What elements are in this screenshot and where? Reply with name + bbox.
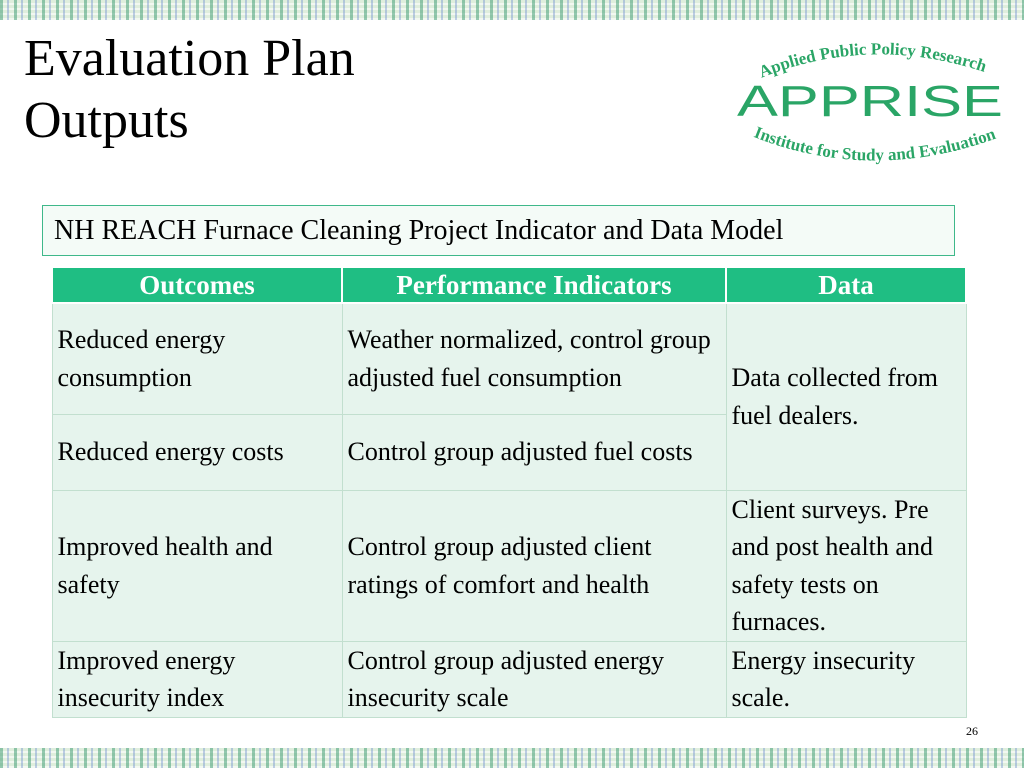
table-header-row xyxy=(52,267,966,303)
data-cell: Data collected from fuel dealers. xyxy=(726,303,966,490)
logo-bottom-text: Institute for Study and Evaluation xyxy=(751,122,998,165)
data-cell: Client surveys. Pre and post health and safety tests on furnaces. xyxy=(726,490,966,641)
indicator-cell: Control group adjusted fuel costs xyxy=(342,414,726,490)
header-outcomes: Outcomes xyxy=(52,267,342,303)
indicator-cell: Control group adjusted client ratings of comfort and health xyxy=(342,490,726,641)
outcome-cell: Improved energy insecurity index xyxy=(52,641,342,717)
top-decorative-band xyxy=(0,0,1024,20)
apprise-logo xyxy=(728,30,1012,180)
logo-top-text: Applied Public Policy Research xyxy=(756,39,989,82)
indicator-cell: Control group adjusted energy insecurity scale xyxy=(342,641,726,717)
logo-name: APPRISE xyxy=(737,77,1003,126)
page-number: 26 xyxy=(966,724,978,738)
outcome-cell: Reduced energy costs xyxy=(52,414,342,490)
slide-title: Evaluation Plan Outputs xyxy=(24,30,355,149)
header-data: Data xyxy=(726,267,966,303)
indicator-data-table xyxy=(51,266,967,718)
table-row xyxy=(52,641,966,717)
table-row xyxy=(52,490,966,641)
table-caption: NH REACH Furnace Cleaning Project Indicator and Data Model xyxy=(42,205,955,256)
data-cell: Energy insecurity scale. xyxy=(726,641,966,717)
header-performance-indicators: Performance Indicators xyxy=(342,267,726,303)
indicator-cell: Weather normalized, control group adjusted fuel consumption xyxy=(342,303,726,414)
outcome-cell: Improved health and safety xyxy=(52,490,342,641)
bottom-decorative-band xyxy=(0,748,1024,768)
table-row xyxy=(52,303,966,414)
outcome-cell: Reduced energy consumption xyxy=(52,303,342,414)
